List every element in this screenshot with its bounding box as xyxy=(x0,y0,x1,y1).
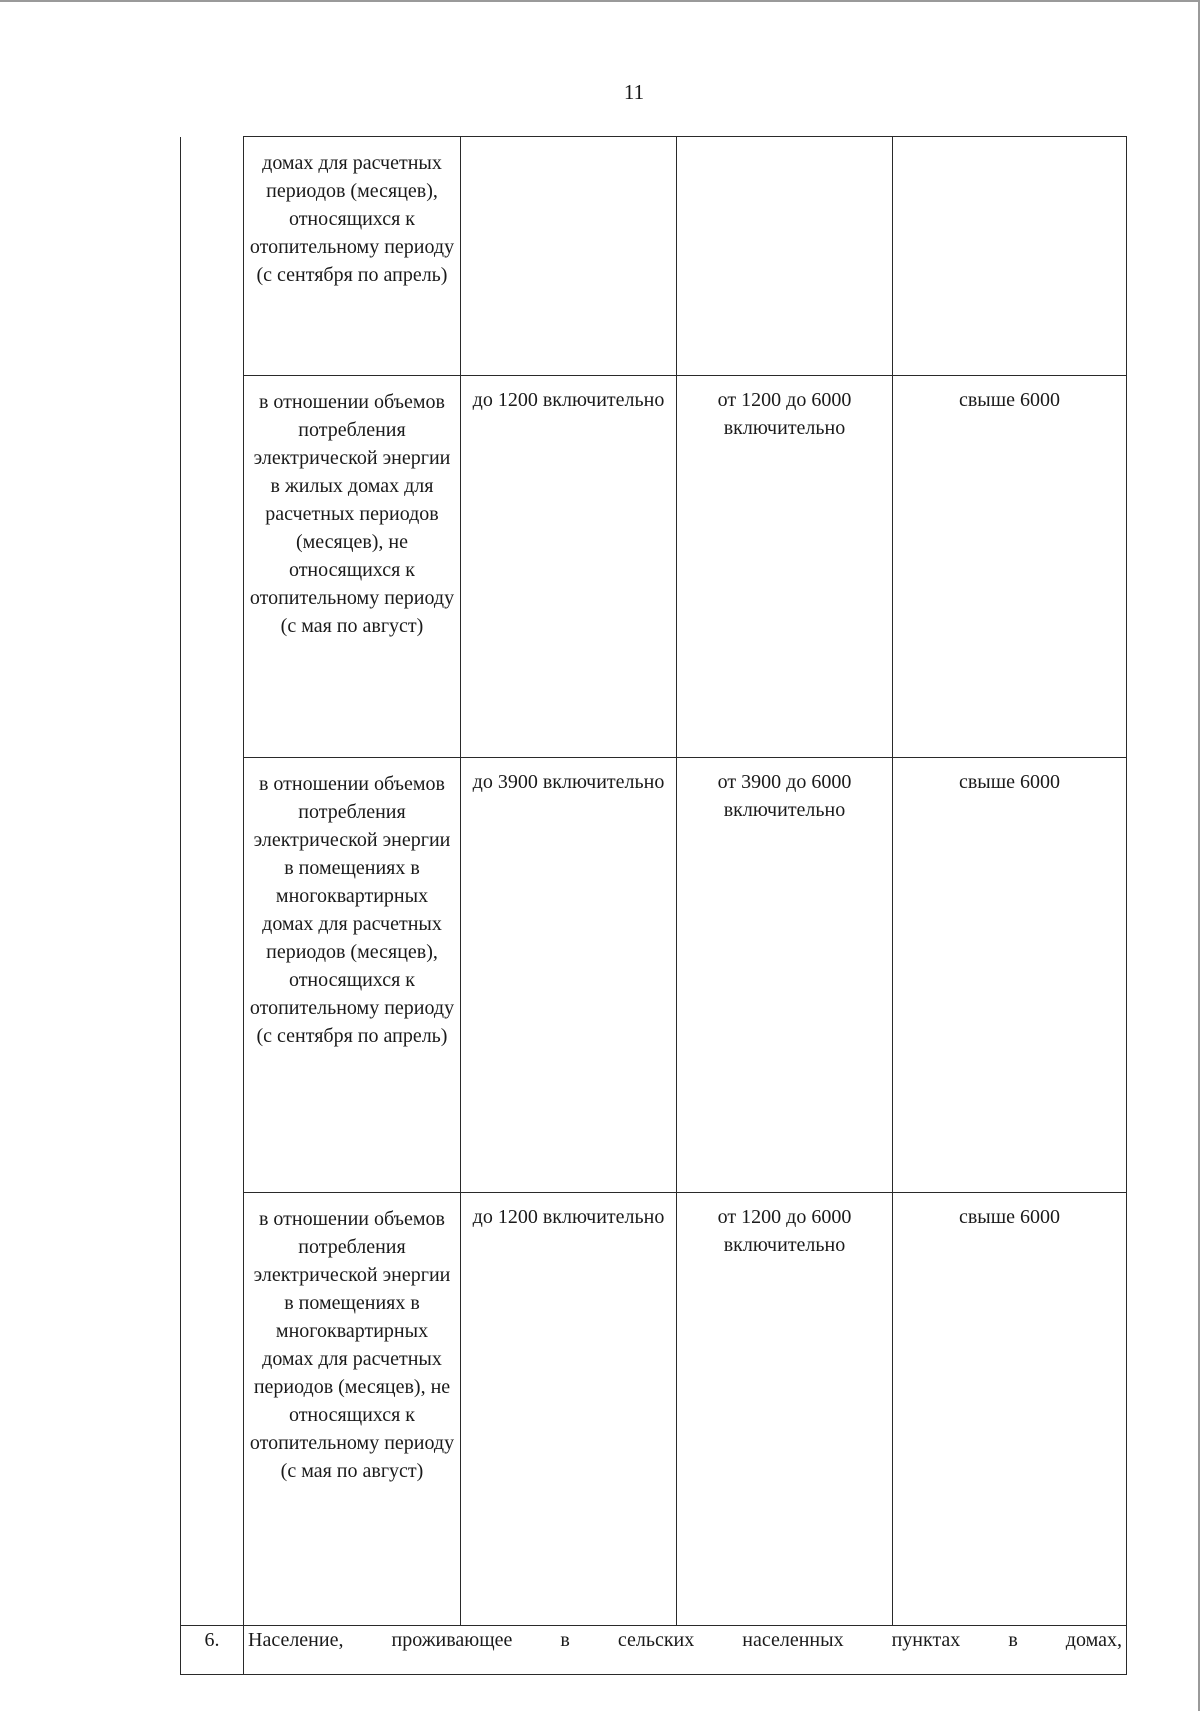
table-row xyxy=(181,1626,1127,1675)
range-high-cell: свыше 6000 xyxy=(893,1193,1127,1626)
row-number-cell xyxy=(181,137,244,376)
table-row xyxy=(181,137,1127,376)
row-description: в отношении объемов потребления электрической энергии в жилых домах для расчетных периодов (месяцев), не относящихся к отопительному периоду (с мая по август) xyxy=(244,376,461,758)
range-low-cell: до 3900 включительно xyxy=(461,758,677,1193)
table-row xyxy=(181,758,1127,1193)
range-mid-cell: от 3900 до 6000 включительно xyxy=(677,758,893,1193)
row-description: домах для расчетных периодов (месяцев), относящихся к отопительному периоду (с сентября по апрель) xyxy=(244,137,461,376)
range-low-cell xyxy=(461,137,677,376)
row-number-cell: 6. xyxy=(181,1626,244,1675)
tariff-table xyxy=(180,136,1127,1675)
row-description: в отношении объемов потребления электрической энергии в помещениях в многоквартирных домах для расчетных периодов (месяцев), не относящихся к отопительному периоду (с мая по август) xyxy=(244,1193,461,1626)
table-row xyxy=(181,1193,1127,1626)
range-mid-cell: от 1200 до 6000 включительно xyxy=(677,376,893,758)
range-high-cell: свыше 6000 xyxy=(893,758,1127,1193)
row-number-cell xyxy=(181,1193,244,1626)
row-description: в отношении объемов потребления электрической энергии в помещениях в многоквартирных домах для расчетных периодов (месяцев), относящихся к отопительному периоду (с сентября по апрель) xyxy=(244,758,461,1193)
range-high-cell xyxy=(893,137,1127,376)
range-low-cell: до 1200 включительно xyxy=(461,376,677,758)
page-edge-top xyxy=(0,0,1200,2)
range-mid-cell xyxy=(677,137,893,376)
table-row xyxy=(181,376,1127,758)
range-mid-cell: от 1200 до 6000 включительно xyxy=(677,1193,893,1626)
row-number-cell xyxy=(181,376,244,758)
range-low-cell: до 1200 включительно xyxy=(461,1193,677,1626)
page-number: 11 xyxy=(623,80,645,104)
range-high-cell: свыше 6000 xyxy=(893,376,1127,758)
row-description: Население, проживающее в сельских населенных пунктах в домах, xyxy=(244,1626,1127,1675)
row-number-cell xyxy=(181,758,244,1193)
